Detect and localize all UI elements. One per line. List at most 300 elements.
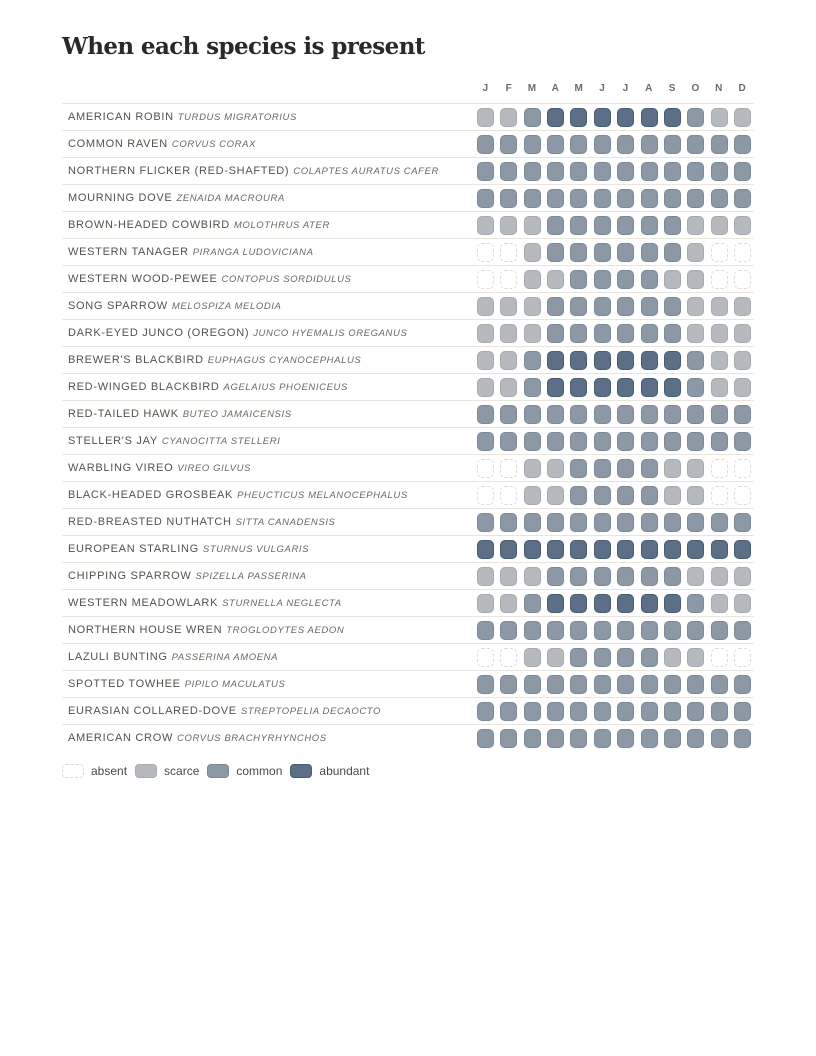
month-label: M: [574, 83, 584, 94]
species-label: [68, 185, 285, 211]
presence-cell: [664, 243, 681, 262]
species-row: [62, 427, 754, 454]
presence-cell: [664, 540, 681, 559]
common-name: BREWER'S BLACKBIRD: [68, 354, 204, 366]
presence-cell: [477, 621, 494, 640]
presence-cell: [524, 432, 541, 451]
presence-cell: [687, 621, 704, 640]
presence-cell: [594, 486, 611, 505]
presence-cell: [547, 135, 564, 154]
presence-cell: [547, 378, 564, 397]
presence-cell: [734, 162, 751, 181]
presence-cell: [570, 405, 587, 424]
presence-cell: [711, 513, 728, 532]
presence-cell: [711, 162, 728, 181]
common-name: COMMON RAVEN: [68, 138, 168, 150]
presence-cell: [477, 243, 494, 262]
presence-cell: [687, 648, 704, 667]
presence-cell: [570, 486, 587, 505]
presence-cell: [570, 135, 587, 154]
presence-cell: [477, 648, 494, 667]
presence-cell: [524, 351, 541, 370]
presence-cell: [594, 108, 611, 127]
presence-cell: [711, 729, 728, 748]
species-label: [68, 698, 381, 724]
presence-cell: [500, 486, 517, 505]
presence-cell: [687, 513, 704, 532]
presence-cell: [500, 216, 517, 235]
presence-cell: [570, 270, 587, 289]
presence-cell: [570, 189, 587, 208]
presence-cell: [617, 297, 634, 316]
presence-cell: [687, 324, 704, 343]
presence-cell: [594, 648, 611, 667]
species-row: [62, 454, 754, 481]
presence-cell: [664, 297, 681, 316]
presence-cell: [711, 216, 728, 235]
month-header: [0, 82, 816, 96]
scientific-name: CYANOCITTA STELLERI: [161, 436, 281, 447]
presence-cell: [641, 324, 658, 343]
presence-cell: [687, 405, 704, 424]
species-row: [62, 616, 754, 643]
presence-cell: [570, 162, 587, 181]
presence-cell: [570, 297, 587, 316]
presence-cell: [500, 675, 517, 694]
presence-cell: [547, 216, 564, 235]
presence-cell: [711, 324, 728, 343]
presence-cell: [687, 540, 704, 559]
presence-cell: [500, 189, 517, 208]
species-row: [62, 400, 754, 427]
presence-cell: [734, 324, 751, 343]
common-name: DARK-EYED JUNCO (OREGON): [68, 327, 250, 339]
presence-cell: [547, 351, 564, 370]
presence-cell: [711, 189, 728, 208]
presence-cell: [664, 405, 681, 424]
scientific-name: STURNELLA NEGLECTA: [222, 598, 342, 609]
presence-cell: [641, 135, 658, 154]
presence-cell: [570, 108, 587, 127]
presence-cell: [734, 243, 751, 262]
presence-cell: [570, 540, 587, 559]
presence-cell: [500, 432, 517, 451]
common-name: AMERICAN CROW: [68, 732, 174, 744]
scientific-name: CONTOPUS SORDIDULUS: [221, 274, 352, 285]
presence-cell: [524, 378, 541, 397]
presence-cell: [524, 594, 541, 613]
presence-cell: [617, 378, 634, 397]
presence-cell: [547, 675, 564, 694]
presence-cell: [711, 621, 728, 640]
presence-cell: [734, 378, 751, 397]
presence-cell: [477, 189, 494, 208]
species-row: [62, 211, 754, 238]
presence-cell: [570, 459, 587, 478]
presence-cell: [734, 621, 751, 640]
presence-cell: [734, 270, 751, 289]
chart-title: When each species is present: [62, 33, 425, 60]
presence-cell: [500, 378, 517, 397]
presence-cell: [500, 108, 517, 127]
presence-cell: [617, 459, 634, 478]
presence-cell: [524, 189, 541, 208]
presence-cell: [664, 135, 681, 154]
species-row: [62, 157, 754, 184]
species-label: [68, 617, 344, 643]
presence-cell: [641, 675, 658, 694]
presence-cell: [500, 351, 517, 370]
species-row: [62, 697, 754, 724]
presence-cell: [734, 648, 751, 667]
presence-cell: [547, 324, 564, 343]
presence-cell: [641, 351, 658, 370]
presence-cell: [594, 459, 611, 478]
presence-cell: [641, 189, 658, 208]
common-name: SPOTTED TOWHEE: [68, 678, 181, 690]
common-name: BROWN-HEADED COWBIRD: [68, 219, 230, 231]
species-label: [68, 212, 330, 238]
presence-cell: [594, 162, 611, 181]
presence-cell: [617, 702, 634, 721]
presence-cell: [734, 702, 751, 721]
common-name: RED-TAILED HAWK: [68, 408, 179, 420]
presence-cell: [524, 459, 541, 478]
common-name: WESTERN TANAGER: [68, 246, 189, 258]
legend-swatch: [290, 764, 312, 778]
scientific-name: PASSERINA AMOENA: [171, 652, 279, 663]
presence-cell: [641, 162, 658, 181]
presence-cell: [687, 270, 704, 289]
presence-cell: [500, 702, 517, 721]
species-row: [62, 589, 754, 616]
common-name: NORTHERN FLICKER (RED-SHAFTED): [68, 165, 290, 177]
scientific-name: PIPILO MACULATUS: [184, 679, 286, 690]
scientific-name: TURDUS MIGRATORIUS: [177, 112, 297, 123]
common-name: RED-BREASTED NUTHATCH: [68, 516, 232, 528]
presence-cell: [547, 567, 564, 586]
species-label: [68, 455, 251, 481]
presence-cell: [570, 513, 587, 532]
presence-cell: [524, 567, 541, 586]
presence-cell: [664, 729, 681, 748]
presence-cell: [524, 297, 541, 316]
presence-cell: [617, 243, 634, 262]
presence-cell: [524, 108, 541, 127]
month-label: S: [668, 83, 676, 94]
presence-cell: [687, 486, 704, 505]
presence-cell: [524, 162, 541, 181]
species-label: [68, 347, 361, 373]
common-name: WESTERN WOOD-PEWEE: [68, 273, 218, 285]
month-label: J: [599, 83, 606, 94]
presence-cell: [594, 243, 611, 262]
presence-cell: [524, 324, 541, 343]
species-label: [68, 725, 327, 751]
presence-cell: [594, 567, 611, 586]
presence-cell: [641, 459, 658, 478]
presence-cell: [547, 459, 564, 478]
presence-cell: [500, 567, 517, 586]
presence-cell: [547, 162, 564, 181]
presence-cell: [524, 540, 541, 559]
species-row: [62, 292, 754, 319]
scientific-name: COLAPTES AURATUS CAFER: [293, 166, 439, 177]
presence-cell: [477, 432, 494, 451]
scientific-name: PIRANGA LUDOVICIANA: [192, 247, 314, 258]
presence-cell: [477, 702, 494, 721]
presence-cell: [594, 621, 611, 640]
presence-cell: [664, 486, 681, 505]
presence-cell: [594, 702, 611, 721]
presence-cell: [617, 405, 634, 424]
species-label: [68, 158, 439, 184]
presence-cell: [734, 351, 751, 370]
presence-cell: [687, 432, 704, 451]
legend-label: scarce: [164, 764, 200, 778]
presence-cell: [687, 135, 704, 154]
presence-cell: [734, 540, 751, 559]
scientific-name: CORVUS BRACHYRHYNCHOS: [177, 733, 327, 744]
presence-cell: [477, 351, 494, 370]
presence-cell: [664, 432, 681, 451]
species-label: [68, 293, 282, 319]
presence-cell: [664, 189, 681, 208]
presence-cell: [570, 378, 587, 397]
presence-cell: [617, 648, 634, 667]
presence-cell: [617, 729, 634, 748]
presence-cell: [477, 567, 494, 586]
presence-cell: [594, 729, 611, 748]
species-label: [68, 374, 348, 400]
species-label: [68, 104, 297, 130]
presence-cell: [547, 432, 564, 451]
species-row: [62, 346, 754, 373]
presence-cell: [500, 459, 517, 478]
species-row: [62, 535, 754, 562]
presence-cell: [524, 135, 541, 154]
presence-cell: [664, 513, 681, 532]
presence-cell: [687, 162, 704, 181]
presence-cell: [594, 135, 611, 154]
species-label: [68, 482, 408, 508]
presence-cell: [641, 432, 658, 451]
presence-cell: [617, 216, 634, 235]
presence-cell: [711, 594, 728, 613]
common-name: SONG SPARROW: [68, 300, 168, 312]
presence-cell: [547, 540, 564, 559]
species-label: [68, 671, 285, 697]
common-name: EUROPEAN STARLING: [68, 543, 199, 555]
presence-cell: [641, 297, 658, 316]
presence-cell: [547, 270, 564, 289]
presence-cell: [594, 189, 611, 208]
presence-cell: [711, 243, 728, 262]
presence-cell: [641, 729, 658, 748]
species-row: [62, 724, 754, 751]
presence-cell: [687, 594, 704, 613]
presence-cell: [500, 405, 517, 424]
presence-cell: [594, 216, 611, 235]
species-row: [62, 184, 754, 211]
scientific-name: AGELAIUS PHOENICEUS: [223, 382, 348, 393]
presence-cell: [687, 567, 704, 586]
presence-cell: [617, 432, 634, 451]
presence-cell: [524, 675, 541, 694]
common-name: WARBLING VIREO: [68, 462, 174, 474]
legend-item-absent: [62, 762, 127, 780]
scientific-name: PHEUCTICUS MELANOCEPHALUS: [237, 490, 408, 501]
presence-cell: [594, 351, 611, 370]
presence-cell: [500, 135, 517, 154]
presence-cell: [547, 594, 564, 613]
presence-cell: [664, 702, 681, 721]
scientific-name: EUPHAGUS CYANOCEPHALUS: [207, 355, 362, 366]
presence-cell: [734, 486, 751, 505]
species-row: [62, 643, 754, 670]
presence-cell: [664, 108, 681, 127]
presence-cell: [547, 702, 564, 721]
presence-cell: [641, 270, 658, 289]
presence-cell: [570, 243, 587, 262]
presence-cell: [664, 648, 681, 667]
presence-cell: [477, 594, 494, 613]
presence-cell: [617, 324, 634, 343]
presence-cell: [477, 216, 494, 235]
common-name: RED-WINGED BLACKBIRD: [68, 381, 220, 393]
presence-cell: [547, 486, 564, 505]
species-label: [68, 320, 407, 346]
presence-cell: [641, 108, 658, 127]
species-row: [62, 130, 754, 157]
presence-cell: [524, 621, 541, 640]
legend: [62, 762, 377, 780]
species-row: [62, 670, 754, 697]
scientific-name: JUNCO HYEMALIS OREGANUS: [253, 328, 408, 339]
presence-cell: [524, 702, 541, 721]
presence-cell: [617, 135, 634, 154]
presence-cell: [477, 729, 494, 748]
presence-cell: [687, 378, 704, 397]
presence-cell: [617, 675, 634, 694]
presence-cell: [524, 405, 541, 424]
presence-cell: [477, 513, 494, 532]
presence-cell: [664, 621, 681, 640]
month-label: A: [645, 83, 653, 94]
presence-cell: [711, 459, 728, 478]
presence-cell: [570, 432, 587, 451]
presence-cell: [711, 432, 728, 451]
presence-cell: [641, 243, 658, 262]
presence-cell: [711, 540, 728, 559]
presence-cell: [734, 594, 751, 613]
presence-cell: [500, 162, 517, 181]
presence-cell: [547, 243, 564, 262]
common-name: CHIPPING SPARROW: [68, 570, 192, 582]
presence-cell: [547, 621, 564, 640]
scientific-name: STURNUS VULGARIS: [202, 544, 310, 555]
presence-cell: [711, 675, 728, 694]
presence-cell: [664, 378, 681, 397]
presence-cell: [734, 513, 751, 532]
presence-cell: [617, 621, 634, 640]
presence-cell: [664, 216, 681, 235]
presence-cell: [664, 675, 681, 694]
species-label: [68, 644, 278, 670]
legend-swatch: [135, 764, 157, 778]
species-label: [68, 239, 314, 265]
presence-cell: [711, 270, 728, 289]
presence-cell: [594, 297, 611, 316]
presence-cell: [594, 432, 611, 451]
month-label: N: [715, 83, 723, 94]
presence-cell: [594, 513, 611, 532]
presence-cell: [524, 486, 541, 505]
legend-swatch: [62, 764, 84, 778]
legend-item-abundant: [290, 762, 369, 780]
species-label: [68, 401, 292, 427]
legend-swatch: [207, 764, 229, 778]
presence-cell: [570, 216, 587, 235]
presence-cell: [711, 351, 728, 370]
presence-cell: [734, 216, 751, 235]
species-label: [68, 590, 342, 616]
presence-cell: [477, 270, 494, 289]
presence-cell: [500, 729, 517, 748]
scientific-name: TROGLODYTES AEDON: [226, 625, 345, 636]
month-label: D: [738, 83, 747, 94]
presence-cell: [664, 594, 681, 613]
presence-cell: [570, 675, 587, 694]
species-row: [62, 265, 754, 292]
presence-cell: [641, 540, 658, 559]
common-name: EURASIAN COLLARED-DOVE: [68, 705, 237, 717]
presence-cell: [711, 405, 728, 424]
presence-cell: [594, 270, 611, 289]
presence-cell: [734, 189, 751, 208]
presence-cell: [734, 297, 751, 316]
presence-cell: [477, 135, 494, 154]
presence-cell: [734, 459, 751, 478]
presence-cell: [524, 270, 541, 289]
month-label: F: [505, 83, 513, 94]
presence-cell: [641, 594, 658, 613]
presence-cell: [687, 243, 704, 262]
presence-cell: [734, 108, 751, 127]
species-label: [68, 509, 336, 535]
presence-cell: [570, 702, 587, 721]
presence-cell: [617, 567, 634, 586]
presence-cell: [617, 513, 634, 532]
presence-cell: [617, 189, 634, 208]
presence-cell: [594, 594, 611, 613]
presence-cell: [500, 513, 517, 532]
presence-cell: [664, 270, 681, 289]
presence-cell: [570, 648, 587, 667]
presence-cell: [500, 540, 517, 559]
presence-cell: [641, 486, 658, 505]
presence-cell: [711, 648, 728, 667]
presence-cell: [524, 648, 541, 667]
presence-cell: [477, 459, 494, 478]
scientific-name: SPIZELLA PASSERINA: [195, 571, 307, 582]
presence-cell: [734, 135, 751, 154]
species-row: [62, 508, 754, 535]
presence-cell: [687, 189, 704, 208]
presence-cell: [641, 513, 658, 532]
scientific-name: CORVUS CORAX: [171, 139, 256, 150]
species-row: [62, 103, 754, 130]
